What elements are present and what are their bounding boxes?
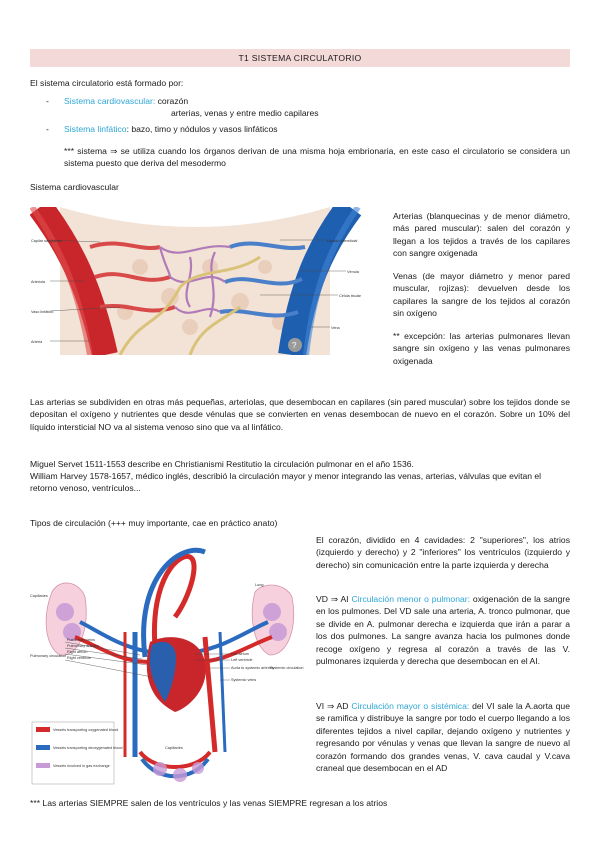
final-note: *** Las arterias SIEMPRE salen de los ventrículos y las venas SIEMPRE regresan a los atrios [30,798,388,808]
fig1-label-r4: Vena [331,326,340,330]
servet-text: Miguel Servet 1511-1553 describe en Christianismi Restitutio la circulación pulmonar en el año 1536. [30,459,414,469]
fig2-sv-label: Systemic veins [231,678,257,682]
fig2-la-label: Left atrium [231,652,249,656]
bullet-text: corazón [155,96,189,106]
capillary-bed-figure [30,207,363,355]
arteries-text: Arterias (blanquecinas y de menor diámetro, más pared muscular): salen del corazón y llegan a los tejidos a través de los capilares con sangre oxigenada [393,211,570,259]
subdivide-text: Las arterias se subdividen en otras más pequeñas, arteriolas, que desembocan en capilares (sin pared muscular) sobre los tejidos donde se depositan el oxígeno y nutrientes que desde vénulas que se convierten en venas desembocan de nuevo en el corazón. Sobre un 10% del líquido intersticial NO va al sistema venoso sino que va al linfático. [30,397,570,432]
fig2-legend-oxygenated: Vessels transporting oxygenated blood [53,728,119,732]
fig2-cap2-label: Capillaries [165,746,183,750]
intro-text: El sistema circulatorio está formado por: [30,78,184,88]
heading-cardiovascular: Sistema cardiovascular [30,182,119,192]
circulation-figure [30,537,315,790]
minor-text: oxigenación de la sangre en los pulmones. Del VD sale una arteria, A. tronco pulmonar, que se divide en A. pulmonar derecha e izquierda que irán a parar a los dos pulmones. La sangre avanza hacia los pulmones donde recoge oxígeno y regresa al corazón a través de las V. pulmonares izquierda y derecha que desembocan en el AI. [316,594,570,667]
fig2-rv-label: Right ventricle [67,656,92,660]
bullet-term: Sistema linfático [64,124,127,134]
fig2-legend-gas-exchange: Vessels involved in gas exchange [53,764,110,768]
harvey-text: William Harvey 1578-1657, médico inglés, describió la circulación mayor y menor integrando las venas, arterias, válvulas que evitan el retorno venoso, ventrículos... [30,471,542,494]
fig1-label-r1: Líquido intersticial [327,239,358,243]
veins-text: Venas (de mayor diámetro y menor pared muscular, rojizas): devuelven desde los capilares la sangre de los tejidos al corazón sin oxígeno [393,271,570,319]
fig2-pa-label: Pulmonary arteries [67,644,99,648]
minor-circulation [316,593,570,668]
fig2-ra-label: Right atrium [67,650,88,654]
fig1-label-l1: Capilar sanguíneo [31,239,62,243]
types-heading: Tipos de circulación (+++ muy importante, cae en práctico anato) [30,518,278,528]
svg-text:?: ? [292,341,297,350]
page-title: T1 SISTEMA CIRCULATORIO [30,49,570,67]
bullet-term: Sistema cardiovascular: [64,96,156,106]
major-text: del VI sale la A.aorta que se ramifica y distribuye la sangre por todo el cuerpo llegando a los diferentes tejidos a nivel capilar, dejando oxígeno y nutrientes y regresando por vénulas y venas que llevan la sangre de nuevo al corazón formando dos grandes venas, V. cava caudal y V.cava craneal que desembocan en el AD [316,701,570,774]
bullet-text: : bazo, timo y nódulos y vasos linfáticos [126,124,278,134]
bullet-dash-2: - [46,124,49,134]
bullet-cardiovascular [64,95,188,107]
bullet-line2: arterias, venas y entre medio capilares [171,108,319,118]
fig1-label-l3: Vaso linfático [31,310,54,314]
minor-prefix: VD ⇒ AI [316,594,352,604]
fig2-lung-label: Lung [255,583,264,587]
fig2-legend-deoxygenated: Vessels transporting deoxygenated blood [53,746,123,750]
fig1-label-r3: Célula tisular [339,294,361,298]
fig2-pv-label: Pulmonary veins [67,638,96,642]
major-prefix: VI ⇒ AD [316,701,352,711]
fig2-lv-label: Left ventricle [231,658,253,662]
fig1-label-r2: Vénula [347,270,359,274]
heart-text: El corazón, dividido en 4 cavidades: 2 "superiores", los atrios (izquierdo y derecho) y 2 "inferiores" los ventrículos (izquierdo y derecho) sin comunicación entre la parte izquierda y derecha [316,535,570,570]
minor-term: Circulación menor o pulmonar: [351,594,471,604]
fig2-aorta-label: Aorta to systemic arteries [231,666,274,670]
fig2-systemic-label: Systemic circulation [270,666,304,670]
fig1-label-l2: Arteriola [31,280,46,284]
bullet-dash-1: - [46,96,49,106]
exception-text: ** excepción: las arterias pulmonares llevan sangre sin oxígeno y las venas pulmonares oxigenada [393,331,570,366]
note-sistema: *** sistema ⇒ se utiliza cuando los órganos derivan de una misma hoja embrionaria, en este caso el circulatorio se considera un sistema puesto que deriva del mesodermo [64,146,570,169]
major-circulation [316,700,570,775]
fig2-pulmonary-label: Pulmonary circulation [30,654,67,658]
bullet-lymphatic [64,123,278,135]
major-term: Circulación mayor o sistémica: [351,701,470,711]
fig2-capillaries-label: Capillaries [30,594,48,598]
fig1-label-l4: Arteria [31,340,43,344]
